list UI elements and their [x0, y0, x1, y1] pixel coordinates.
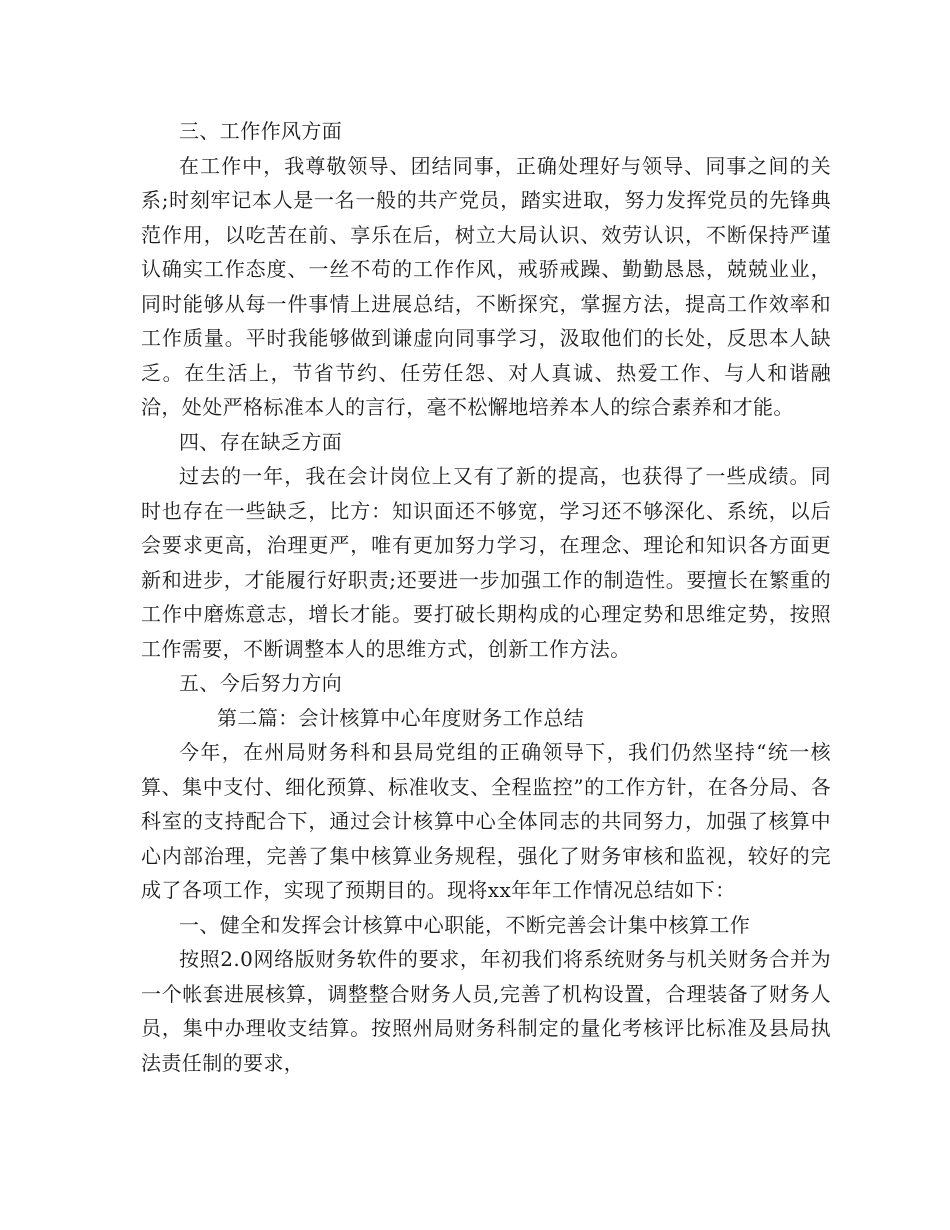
- paragraph-shortcomings: 过去的一年，我在会计岗位上又有了新的提高，也获得了一些成绩。同时也存在一些缺乏，比方：知识面还不够宽，学习还不够深化、系统，以后会要求更高，治理更严，唯有更加努力学习，在理念、理论和知识各方面更新和进步，才能履行好职责;还要进一步加强工作的制造性。要擅长在繁重的工作中磨炼意志，增长才能。要打破长期构成的心理定势和思维定势，按照工作需要，不断调整本人的思维方式，创新工作方法。: [141, 464, 831, 661]
- paragraph-accounting-center: 按照2.0网络版财务软件的要求，年初我们将系统财务与机关财务合并为一个帐套进展核算，调整整合财务人员,完善了机构设置，合理装备了财务人员，集中办理收支结算。按照州局财务科制定的量化考核评比标准及县局执法责任制的要求，: [141, 947, 831, 1075]
- section-heading-shortcomings: 四、存在缺乏方面: [179, 429, 343, 454]
- section-heading-future-direction: 五、今后努力方向: [179, 671, 343, 695]
- article-subtitle: 第二篇：会计核算中心年度财务工作总结: [217, 705, 585, 730]
- paragraph-intro: 今年，在州局财务科和县局党组的正确领导下，我们仍然坚持“统一核算、集中支付、细化预算、标准收支、全程监控”的工作方针，在各分局、各科室的支持配合下，通过会计核算中心全体同志的共同努力，加强了核算中心内部治理，完善了集中核算业务规程，强化了财务审核和监视，较好的完成了各项工作，实现了预期目的。现将xx年年工作情况总结如下：: [141, 740, 831, 902]
- section-heading-work-style: 三、工作作风方面: [179, 119, 343, 143]
- paragraph-work-style: 在工作中，我尊敬领导、团结同事，正确处理好与领导、同事之间的关系;时刻牢记本人是一名一般的共产党员，踏实进取，努力发挥党员的先锋典范作用，以吃苦在前、享乐在后，树立大局认识、效劳认识，不断保持严谨认确实工作态度、一丝不苟的工作作风，戒骄戒躁、勤勤恳恳，兢兢业业，同时能够从每一件事情上进展总结，不断探究，掌握方法，提高工作效率和工作质量。平时我能够做到谦虚向同事学习，汲取他们的长处，反思本人缺乏。在生活上，节省节约、任劳任怨、对人真诚、热爱工作、与人和谐融洽，处处严格标准本人的言行，毫不松懈地培养本人的综合素养和才能。: [141, 153, 831, 419]
- document-body: [141, 114, 831, 1080]
- section-heading-accounting-center: 一、健全和发挥会计核算中心职能，不断完善会计集中核算工作: [179, 912, 751, 937]
